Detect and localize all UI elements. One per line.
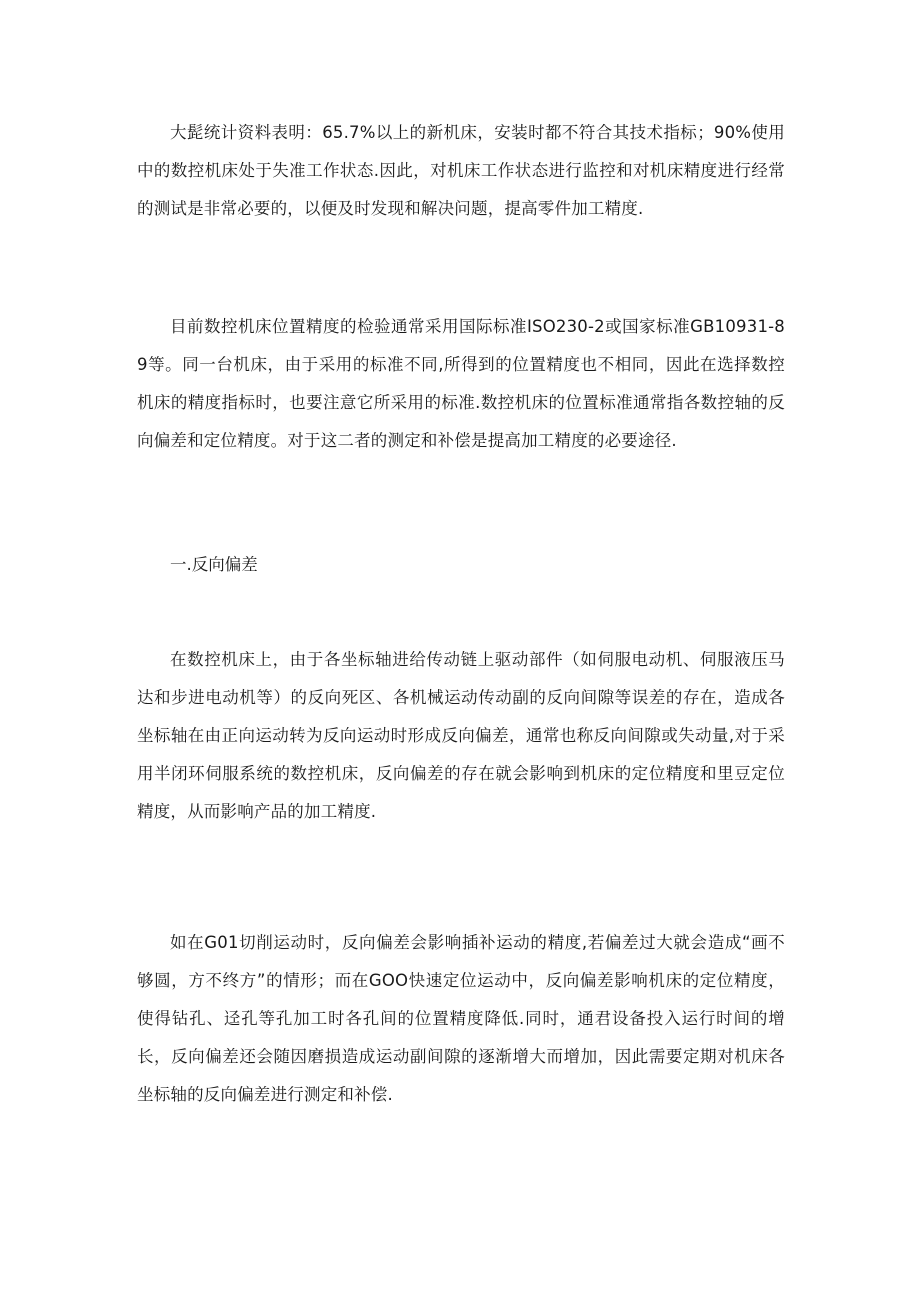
paragraph-statistics: 大髭统计资料表明：65.7%以上的新机床，安装时都不符合其技术指标；90%使用中的数控机床处于失准工作状态.因此，对机床工作状态进行监控和对机床精度进行经常的测试是非常必要的，以便及时发现和解决问题，提高零件加工精度. [137,123,785,218]
section-heading-backlash: 一.反向偏差 [170,555,258,574]
paragraph-backlash-effects: 如在G01切削运动时，反向偏差会影响插补运动的精度,若偏差过大就会造成“画不够圆，方不终方”的情形；而在GOO快速定位运动中，反向偏差影响机床的定位精度，使得钻孔、迳孔等孔加工时各孔间的位置精度降低.同时，通君设备投入运行时间的增长，反向偏差还会随因磨损造成运动副间隙的逐渐增大而增加，因此需要定期对机床各坐标轴的反向偏差进行测定和补偿. [137,933,785,1104]
paragraph-backlash-causes: 在数控机床上，由于各坐标轴进给传动链上驱动部件（如伺服电动机、伺服液压马达和步进电动机等）的反向死区、各机械运动传动副的反向间隙等误差的存在，造成各坐标轴在由正向运动转为反向运动时形成反向偏差，通常也称反向间隙或失动量,对于采用半闭环伺服系统的数控机床，反向偏差的存在就会影响到机床的定位精度和里豆定位精度，从而影响产品的加工精度. [137,650,785,821]
paragraph-standards: 目前数控机床位置精度的检验通常采用国际标准ISO230-2或国家标准GB10931-89等。同一台机床，由于采用的标准不同,所得到的位置精度也不相同，因此在选择数控机床的精度指标时，也要注意它所采用的标准.数控机床的位置标准通常指各数控轴的反向偏差和定位精度。对于这二者的测定和补偿是提高加工精度的必要途径. [137,317,785,450]
